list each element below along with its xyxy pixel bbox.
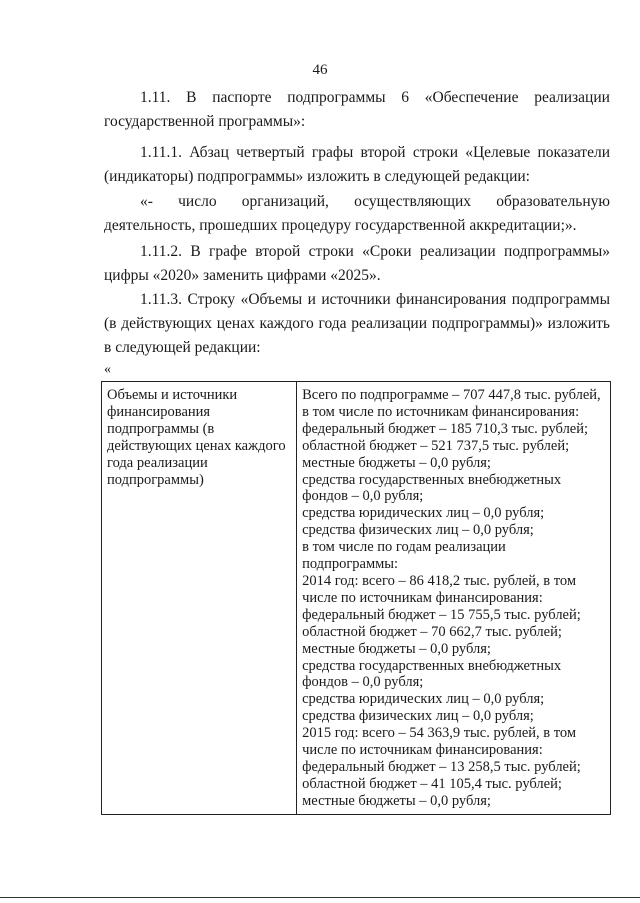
table-value-cell bbox=[297, 382, 611, 815]
cell-line: 2015 год: всего – 54 363,9 тыс. рублей, в том bbox=[302, 725, 577, 742]
paragraph-text: 1.11.3. Строку «Объемы и источники финансирования подпрограммы (в действующих ценах каждого года реализации подпрограммы)» изложить в следующей редакции: bbox=[104, 291, 610, 356]
cell-line: средства юридических лиц – 0,0 рубля; bbox=[302, 691, 545, 708]
paragraph-text: «- число организаций, осуществляющих образовательную деятельность, прошедших процедуру государственной аккредитации;». bbox=[104, 193, 610, 234]
cell-line: подпрограммы: bbox=[302, 556, 399, 573]
cell-line: средства юридических лиц – 0,0 рубля; bbox=[302, 505, 545, 522]
cell-line: местные бюджеты – 0,0 рубля; bbox=[302, 792, 491, 809]
cell-line: средства физических лиц – 0,0 рубля; bbox=[302, 522, 534, 539]
cell-line: местные бюджеты – 0,0 рубля; bbox=[302, 454, 491, 471]
word: В bbox=[186, 89, 197, 106]
paragraph-1-11 bbox=[104, 86, 610, 134]
cell-line: финансирования bbox=[107, 403, 211, 420]
cell-line: областной бюджет – 70 662,7 тыс. рублей; bbox=[302, 623, 562, 640]
word: 1.11. bbox=[140, 89, 171, 106]
cell-line: федеральный бюджет – 185 710,3 тыс. рублей; bbox=[302, 420, 589, 437]
paragraph-1-11-3 bbox=[104, 288, 610, 367]
financing-table bbox=[101, 381, 611, 815]
word: паспорте bbox=[212, 89, 272, 106]
paragraph-text: 1.11.2. В графе второй строки «Сроки реализации подпрограммы» цифры «2020» заменить цифрами «2025». bbox=[104, 243, 610, 284]
cell-line: в том числе по источникам финансирования: bbox=[302, 403, 580, 420]
word: реализации bbox=[534, 89, 610, 106]
page-bottom-rule bbox=[0, 897, 640, 898]
word: 6 bbox=[401, 89, 410, 106]
opening-quote-mark: « bbox=[104, 362, 111, 377]
cell-line: средства физических лиц – 0,0 рубля; bbox=[302, 708, 534, 725]
cell-line: Объемы и источники bbox=[107, 387, 238, 403]
paragraph-1-11-2 bbox=[104, 240, 610, 295]
cell-line: фондов – 0,0 рубля; bbox=[302, 488, 424, 505]
paragraph-1-11-first-line bbox=[104, 86, 610, 110]
cell-line: средства государственных внебюджетных bbox=[302, 657, 562, 674]
cell-line: числе по источникам финансирования: bbox=[302, 742, 543, 759]
cell-line: в том числе по годам реализации bbox=[302, 539, 506, 556]
cell-line: Всего по подпрограмме – 707 447,8 тыс. рублей, bbox=[302, 387, 601, 403]
cell-line: подпрограммы) bbox=[107, 471, 204, 488]
cell-line: фондов – 0,0 рубля; bbox=[302, 674, 424, 691]
paragraph-1-11-second-line: государственной программы»: bbox=[104, 113, 306, 130]
cell-line: федеральный бюджет – 13 258,5 тыс. рублей; bbox=[302, 758, 581, 775]
paragraph-quote-indicator bbox=[104, 190, 610, 245]
paragraph-text: 1.11.1. Абзац четвертый графы второй строки «Целевые показатели (индикаторы) подпрограммы» изложить в следующей редакции: bbox=[104, 144, 610, 185]
cell-line: средства государственных внебюджетных bbox=[302, 471, 562, 488]
table-label-cell bbox=[102, 382, 297, 815]
cell-line: года реализации bbox=[107, 454, 208, 471]
cell-line: областной бюджет – 41 105,4 тыс. рублей; bbox=[302, 775, 562, 792]
paragraph-1-11-1 bbox=[104, 141, 610, 196]
cell-line: подпрограммы (в bbox=[107, 420, 215, 437]
cell-line: 2014 год: всего – 86 418,2 тыс. рублей, в том bbox=[302, 572, 577, 589]
cell-line: числе по источникам финансирования: bbox=[302, 589, 543, 606]
page-number: 46 bbox=[312, 62, 328, 78]
cell-line: областной бюджет – 521 737,5 тыс. рублей; bbox=[302, 437, 570, 454]
table-row bbox=[102, 382, 611, 815]
cell-line: действующих ценах каждого bbox=[107, 437, 286, 454]
word: «Обеспечение bbox=[424, 89, 519, 106]
word: подпрограммы bbox=[287, 89, 386, 106]
cell-line: местные бюджеты – 0,0 рубля; bbox=[302, 640, 491, 657]
cell-line: федеральный бюджет – 15 755,5 тыс. рублей; bbox=[302, 606, 581, 623]
